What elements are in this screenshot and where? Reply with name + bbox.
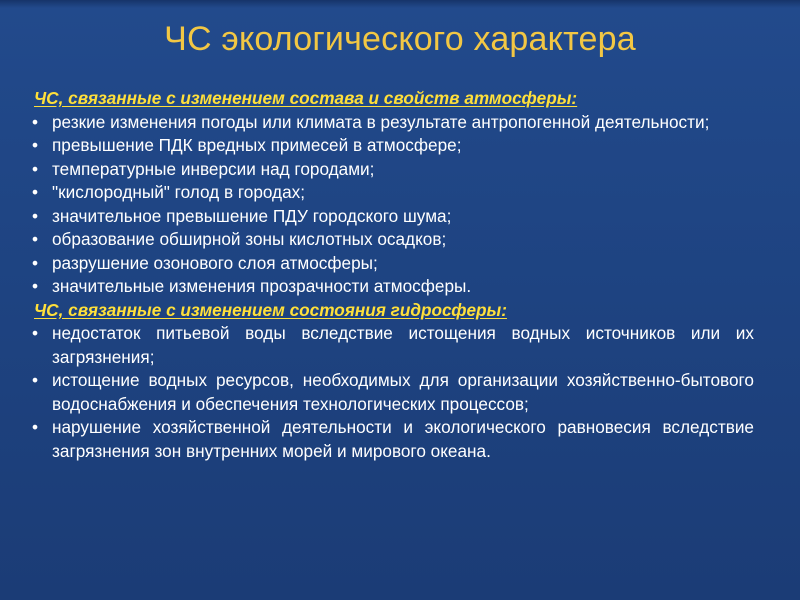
- list-item: • образование обширной зоны кислотных осадков;: [30, 228, 754, 252]
- atmosphere-list: [30, 111, 754, 299]
- list-item: • температурные инверсии над городами;: [30, 158, 754, 182]
- list-item: • нарушение хозяйственной деятельности и экологического равновесия вследствие загрязнения зон внутренних морей и мирового океана.: [30, 416, 754, 463]
- slide-title: ЧС экологического характера: [164, 20, 636, 58]
- list-item: • значительное превышение ПДУ городского шума;: [30, 205, 754, 229]
- section-heading-hydrosphere: ЧС, связанные с изменением состояния гидросферы:: [34, 299, 507, 320]
- list-item: • резкие изменения погоды или климата в результате антропогенной деятельности;: [30, 111, 754, 135]
- section-heading-atmosphere: ЧС, связанные с изменением состава и свойств атмосферы:: [34, 88, 578, 108]
- list-item: • "кислородный" голод в городах;: [30, 181, 754, 205]
- list-item: • значительные изменения прозрачности атмосферы.: [30, 275, 754, 299]
- hydrosphere-list: [30, 322, 754, 463]
- list-item: • разрушение озонового слоя атмосферы;: [30, 252, 754, 276]
- list-item: • истощение водных ресурсов, необходимых для организации хозяйственно-бытового водоснабжения и обеспечения технологических процессов;: [30, 369, 754, 416]
- list-item: • превышение ПДК вредных примесей в атмосфере;: [30, 134, 754, 158]
- list-item: • недостаток питьевой воды вследствие истощения водных источников или их загрязнения;: [30, 322, 754, 369]
- slide-content: [30, 87, 754, 463]
